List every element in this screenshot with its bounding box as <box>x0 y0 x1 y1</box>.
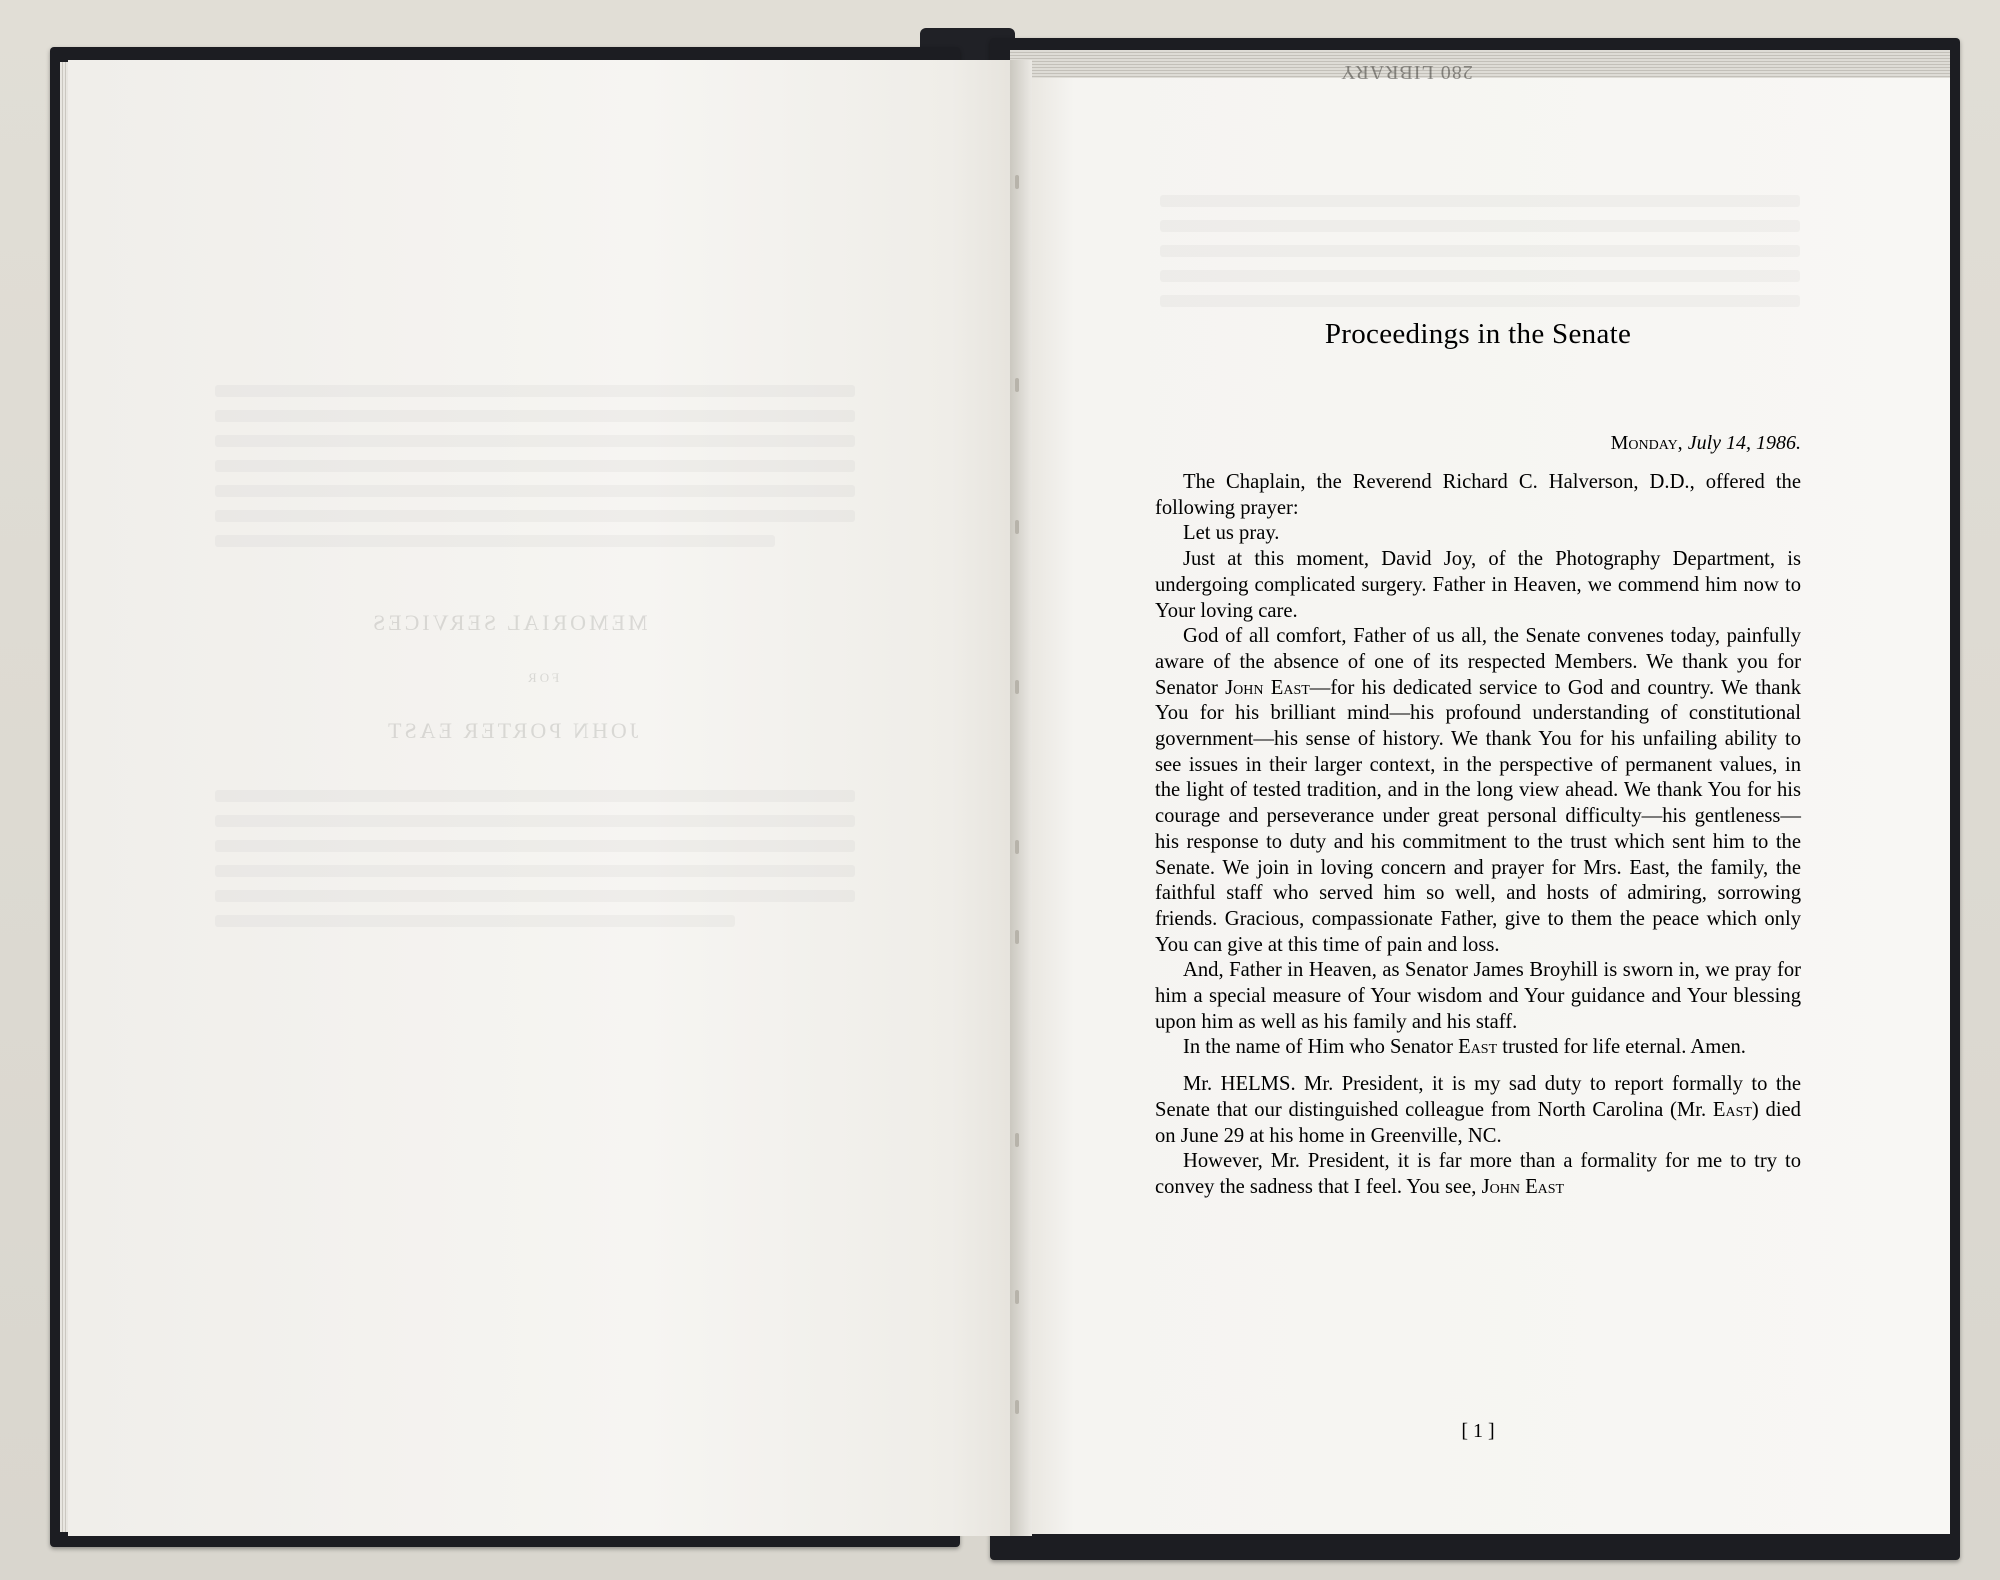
showthrough-line <box>215 385 855 397</box>
binding-stitch <box>1015 840 1019 854</box>
paragraph-text: trusted for life eternal. Amen. <box>1502 1036 1746 1059</box>
showthrough-heading: MEMORIAL SERVICES <box>370 610 648 635</box>
paragraph-text: —for his dedicated service to God and country. We thank You for his brilliant mind—his profound understanding of constitutional government—his sense of history. We thank You for his unfailing ability to see issues in their larger context, in the perspective of permanent values, in the light of tested tradition, and in the long view ahead. We thank You for his courage and perseverance under great personal difficulty—his gentleness—his response to duty and his commitment to the trust which sent him to the Senate. We join in loving concern and prayer for Mrs. East, the family, the faithful staff who served him so well, and hosts of admiring, sorrowing friends. Gracious, compassionate Father, give to them the peace which only You can give at this time of pain and loss. <box>1155 676 1801 956</box>
paragraph: And, Father in Heaven, as Senator James Broyhill is sworn in, we pray for him a special measure of Your wisdom and Your guidance and Your blessing upon him as well as his family and his staff. <box>1155 959 1801 1033</box>
binding-stitch <box>1015 1133 1019 1147</box>
dateline <box>1155 432 1801 455</box>
senator-name: John East <box>1225 676 1310 699</box>
showthrough-line <box>215 840 855 852</box>
showthrough-line <box>1160 195 1800 207</box>
paragraph <box>1155 1035 1801 1061</box>
showthrough-line <box>215 790 855 802</box>
showthrough-line <box>1160 245 1800 257</box>
paragraph: The Chaplain, the Reverend Richard C. Halverson, D.D., offered the following prayer: <box>1155 471 1801 519</box>
book-gutter <box>1010 60 1032 1536</box>
senator-name: John East <box>1481 1175 1565 1198</box>
dateline-weekday: Monday, <box>1610 432 1683 454</box>
page-number: [ 1 ] <box>1461 1420 1495 1442</box>
showthrough-for: FOR <box>525 670 560 685</box>
page-edges-top <box>1010 50 1950 78</box>
showthrough-line <box>215 435 855 447</box>
binding-stitch <box>1015 930 1019 944</box>
paragraph: Just at this moment, David Joy, of the Photography Department, is undergoing complicated surgery. Father in Heaven, we commend him now to Your loving care. <box>1155 548 1801 622</box>
paragraph <box>1155 1149 1801 1200</box>
senator-name: East <box>1458 1036 1498 1059</box>
page-body <box>1155 470 1801 1201</box>
dateline-date: July 14, 1986. <box>1687 432 1801 454</box>
showthrough-line <box>1160 295 1800 307</box>
paragraph-text: God of all comfort, Father of us all, the Senate convenes today, painfully aware of the absence of one of its respected Members. We thank you for Senator <box>1155 625 1801 699</box>
binding-stitch <box>1015 1290 1019 1304</box>
showthrough-running-head: 280 LIBRARY <box>1340 61 1473 83</box>
paragraph <box>1155 1072 1801 1149</box>
showthrough-line <box>215 485 855 497</box>
showthrough-line <box>215 510 855 522</box>
paragraph-text: However, Mr. President, it is far more than a formality for me to try to convey the sadness that I feel. You see, <box>1155 1150 1801 1198</box>
showthrough-line <box>215 815 855 827</box>
paragraph-text: In the name of Him who Senator <box>1183 1036 1453 1059</box>
showthrough-line <box>215 865 855 877</box>
binding-stitch <box>1015 175 1019 189</box>
binding-stitch <box>1015 520 1019 534</box>
senator-name: East <box>1712 1098 1752 1121</box>
binding-stitch <box>1015 1400 1019 1414</box>
showthrough-line <box>1160 270 1800 282</box>
paragraph: Let us pray. <box>1183 522 1280 545</box>
paragraph-text: Mr. HELMS. Mr. President, it is my sad duty to report formally to the Senate that our distinguished colleague from North Carolina (Mr. <box>1155 1073 1801 1121</box>
paragraph-text: ) died on June 29 at his home in Greenville, NC. <box>1155 1098 1801 1147</box>
binding-stitch <box>1015 680 1019 694</box>
showthrough-line <box>215 410 855 422</box>
showthrough-line <box>215 535 775 547</box>
showthrough-line <box>215 915 735 927</box>
binding-stitch <box>1015 378 1019 392</box>
showthrough-line <box>215 460 855 472</box>
showthrough-name: JOHN PORTER EAST <box>385 718 639 743</box>
page-title: Proceedings in the Senate <box>1324 318 1632 350</box>
showthrough-line <box>1160 220 1800 232</box>
paragraph <box>1155 624 1801 958</box>
showthrough-line <box>215 890 855 902</box>
